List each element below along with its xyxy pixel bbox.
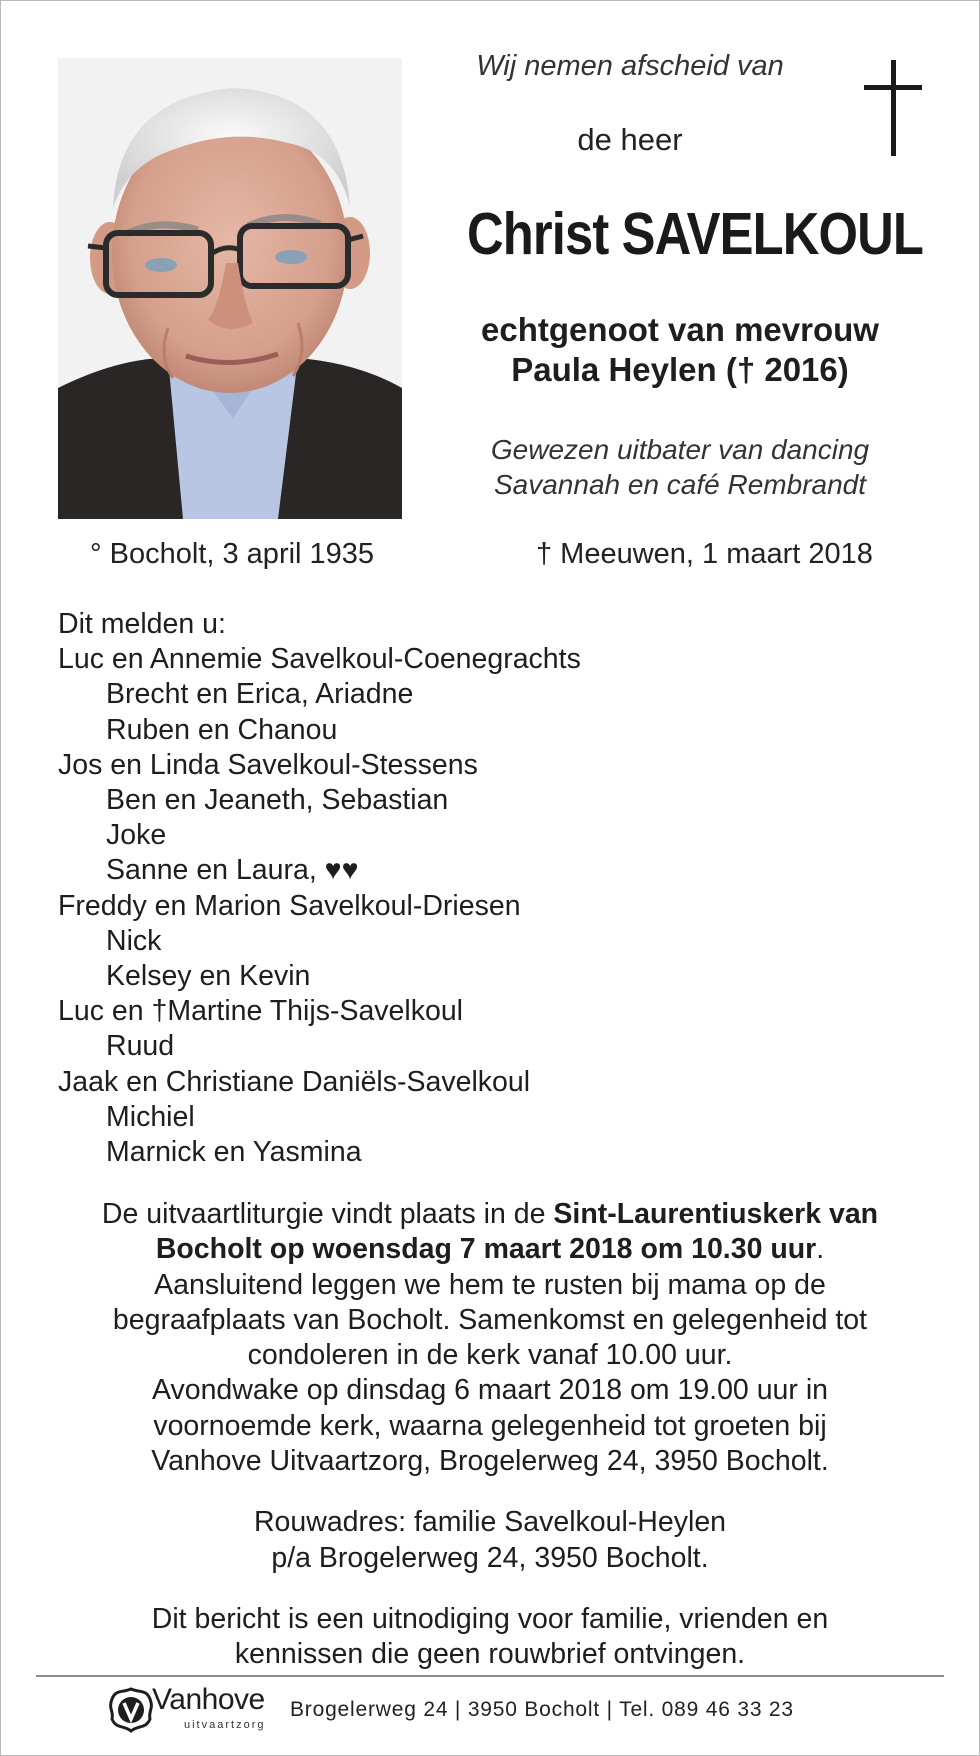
family-line: Jaak en Christiane Daniëls-Savelkoul <box>58 1065 531 1098</box>
spouse-line-1: echtgenoot van mevrouw <box>481 311 879 348</box>
family-line: Kelsey en Kevin <box>106 960 311 993</box>
spouse-line-2: Paula Heylen († 2016) <box>511 351 849 388</box>
family-line: Ruud <box>106 1030 175 1063</box>
intro-text: Wij nemen afscheid van <box>476 50 784 82</box>
portrait-illustration <box>58 58 402 519</box>
funeral-date-time: Bocholt op woensdag 7 maart 2018 om 10.30 uur <box>155 1233 817 1266</box>
cross-icon <box>864 60 924 160</box>
family-heading: Dit melden u: <box>58 608 226 640</box>
family-line: Brecht en Erica, Ariadne <box>106 678 414 711</box>
family-line: Freddy en Marion Savelkoul-Driesen <box>58 889 521 922</box>
family-line: Michiel <box>106 1100 195 1133</box>
funeral-line-1 <box>40 1197 940 1232</box>
funeral-line-2 <box>40 1232 940 1267</box>
death-info: † Meeuwen, 1 maart 2018 <box>536 538 873 570</box>
family-line: Joke <box>106 819 167 852</box>
funeral-line: voornoemde kerk, waarna gelegenheid tot groeten bij <box>153 1409 827 1442</box>
family-line: Sanne en Laura, ♥♥ <box>106 854 359 887</box>
funeral-details <box>40 1197 940 1673</box>
family-line: Ruben en Chanou <box>106 713 338 746</box>
funeral-line: Aansluitend leggen we hem te rusten bij mama op de <box>154 1268 826 1301</box>
footer-divider <box>36 1675 944 1677</box>
funeral-line: begraafplaats van Bocholt. Samenkomst en gelegenheid tot <box>112 1303 868 1336</box>
vanhove-logo <box>108 1683 278 1739</box>
family-line: Nick <box>106 924 162 957</box>
spouse-info <box>430 310 930 390</box>
family-line: Jos en Linda Savelkoul-Stessens <box>58 748 478 781</box>
notice-line-1: Dit bericht is een uitnodiging voor familie, vrienden en <box>151 1602 829 1635</box>
deceased-name: Christ SAVELKOUL <box>466 201 924 267</box>
occupation <box>430 432 930 502</box>
mourning-address-line-1: Rouwadres: familie Savelkoul-Heylen <box>253 1506 727 1539</box>
birth-info: ° Bocholt, 3 april 1935 <box>90 538 375 570</box>
mourning-address-line-2: p/a Brogelerweg 24, 3950 Bocholt. <box>271 1541 709 1574</box>
notice-line-2: kennissen die geen rouwbrief ontvingen. <box>234 1638 746 1671</box>
funeral-line: Vanhove Uitvaartzorg, Brogelerweg 24, 3950 Bocholt. <box>151 1445 829 1478</box>
honorific: de heer <box>577 122 683 157</box>
family-line: Luc en †Martine Thijs-Savelkoul <box>58 995 464 1028</box>
vanhove-logo-icon <box>108 1687 154 1733</box>
family-list <box>58 607 938 1170</box>
funeral-line: condoleren in de kerk vanaf 10.00 uur. <box>247 1339 733 1372</box>
church-name: Sint-Laurentiuskerk van <box>553 1198 879 1230</box>
funeral-intro: De uitvaartliturgie vindt plaats in de <box>101 1198 554 1230</box>
funeral-period: . <box>816 1233 825 1266</box>
family-line: Marnick en Yasmina <box>106 1136 362 1169</box>
family-line: Ben en Jeaneth, Sebastian <box>106 784 449 817</box>
family-line: Luc en Annemie Savelkoul-Coenegrachts <box>58 643 581 676</box>
logo-name: Vanhove <box>152 1683 265 1716</box>
portrait-photo <box>58 58 402 519</box>
occupation-line-1: Gewezen uitbater van dancing <box>490 434 870 465</box>
occupation-line-2: Savannah en café Rembrandt <box>493 469 867 500</box>
footer-contact: Brogelerweg 24 | 3950 Bocholt | Tel. 089 46 33 23 <box>290 1698 794 1721</box>
funeral-line: Avondwake op dinsdag 6 maart 2018 om 19.00 uur in <box>151 1374 828 1407</box>
logo-subtitle: uitvaartzorg <box>184 1719 266 1731</box>
